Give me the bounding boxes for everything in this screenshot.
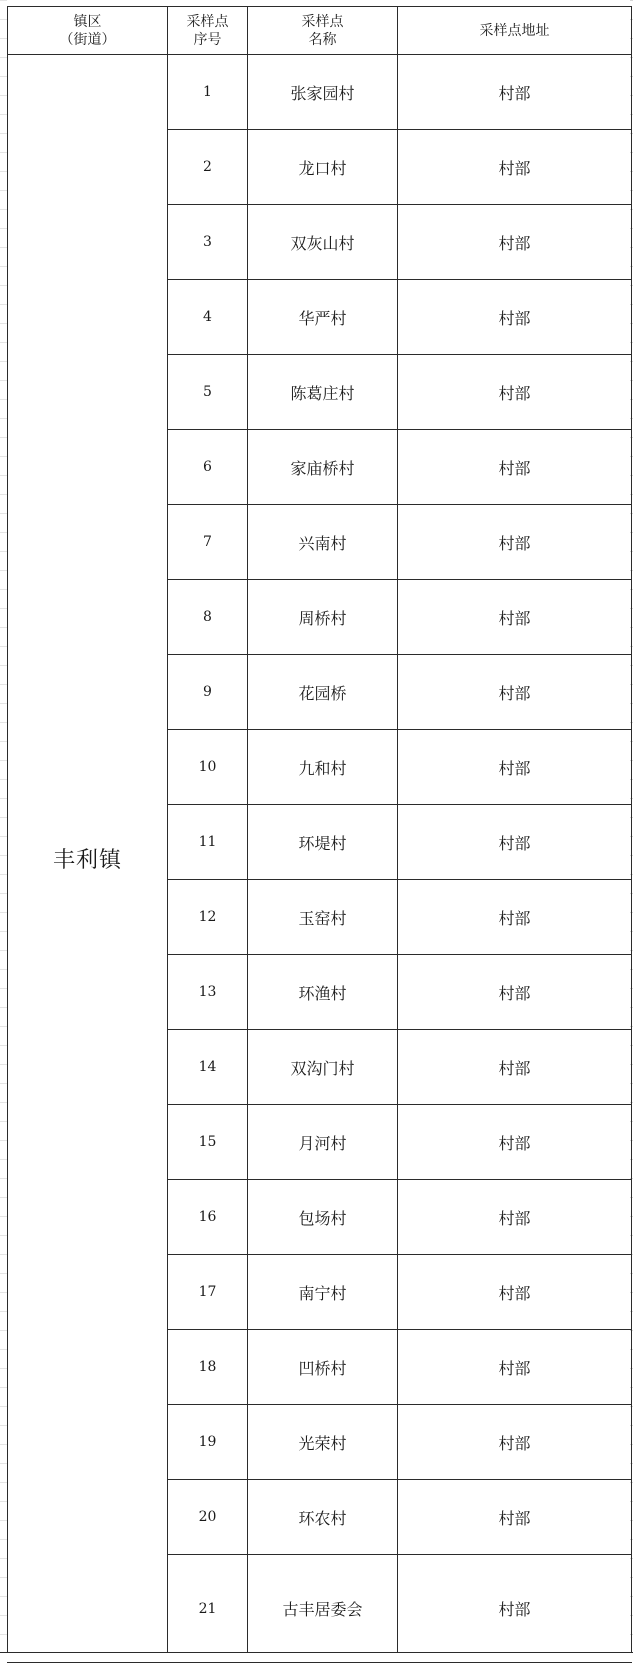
header-name-line2: 名称 <box>308 31 337 48</box>
header-name <box>248 7 398 55</box>
seq-cell: 3 <box>168 205 248 280</box>
site-address-cell: 村部 <box>398 1180 632 1255</box>
site-name-cell: 家庙桥村 <box>248 430 398 505</box>
site-address-cell: 村部 <box>398 430 632 505</box>
site-name-cell: 包场村 <box>248 1180 398 1255</box>
site-name-cell: 陈葛庄村 <box>248 355 398 430</box>
site-address-cell: 村部 <box>398 505 632 580</box>
site-name-cell: 光荣村 <box>248 1405 398 1480</box>
header-town-line1: 镇区 <box>73 13 102 30</box>
site-address-cell: 村部 <box>398 655 632 730</box>
site-name-cell: 环农村 <box>248 1480 398 1555</box>
seq-cell: 11 <box>168 805 248 880</box>
site-name-cell: 九和村 <box>248 730 398 805</box>
site-address-cell: 村部 <box>398 805 632 880</box>
header-address-label: 采样点地址 <box>479 22 550 39</box>
site-address-cell: 村部 <box>398 1105 632 1180</box>
town-cell: 丰利镇 <box>8 55 168 1663</box>
seq-cell: 1 <box>168 55 248 130</box>
site-address-cell: 村部 <box>398 55 632 130</box>
site-address-cell: 村部 <box>398 580 632 655</box>
header-name-line1: 采样点 <box>301 13 344 30</box>
seq-cell: 17 <box>168 1255 248 1330</box>
seq-cell: 4 <box>168 280 248 355</box>
seq-cell: 9 <box>168 655 248 730</box>
site-address-cell: 村部 <box>398 205 632 280</box>
seq-cell: 19 <box>168 1405 248 1480</box>
seq-cell: 20 <box>168 1480 248 1555</box>
site-address-cell: 村部 <box>398 1405 632 1480</box>
seq-cell: 6 <box>168 430 248 505</box>
seq-cell: 21 <box>168 1555 248 1663</box>
site-address-cell: 村部 <box>398 1255 632 1330</box>
table-header-row <box>8 7 632 55</box>
site-address-cell: 村部 <box>398 1030 632 1105</box>
site-name-cell: 玉窑村 <box>248 880 398 955</box>
seq-cell: 7 <box>168 505 248 580</box>
sheet-gridlines-left <box>0 0 7 1661</box>
table-row <box>8 55 632 130</box>
site-address-cell: 村部 <box>398 130 632 205</box>
seq-cell: 10 <box>168 730 248 805</box>
site-name-cell: 周桥村 <box>248 580 398 655</box>
header-address <box>398 7 632 55</box>
seq-cell: 13 <box>168 955 248 1030</box>
header-seq <box>168 7 248 55</box>
sampling-points-table <box>7 6 632 1663</box>
site-name-cell: 南宁村 <box>248 1255 398 1330</box>
seq-cell: 5 <box>168 355 248 430</box>
site-name-cell: 凹桥村 <box>248 1330 398 1405</box>
site-address-cell: 村部 <box>398 880 632 955</box>
site-name-cell: 龙口村 <box>248 130 398 205</box>
seq-cell: 14 <box>168 1030 248 1105</box>
seq-cell: 8 <box>168 580 248 655</box>
site-name-cell: 华严村 <box>248 280 398 355</box>
site-name-cell: 双灰山村 <box>248 205 398 280</box>
seq-cell: 12 <box>168 880 248 955</box>
header-seq-line2: 序号 <box>193 31 222 48</box>
site-name-cell: 环堤村 <box>248 805 398 880</box>
site-name-cell: 张家园村 <box>248 55 398 130</box>
site-address-cell: 村部 <box>398 355 632 430</box>
site-address-cell: 村部 <box>398 1555 632 1663</box>
seq-cell: 15 <box>168 1105 248 1180</box>
site-address-cell: 村部 <box>398 955 632 1030</box>
site-name-cell: 双沟门村 <box>248 1030 398 1105</box>
header-town-line2: （街道） <box>59 31 116 48</box>
seq-cell: 16 <box>168 1180 248 1255</box>
site-name-cell: 花园桥 <box>248 655 398 730</box>
site-name-cell: 古丰居委会 <box>248 1555 398 1663</box>
seq-cell: 2 <box>168 130 248 205</box>
site-name-cell: 环渔村 <box>248 955 398 1030</box>
header-seq-line1: 采样点 <box>186 13 229 30</box>
header-town <box>8 7 168 55</box>
site-name-cell: 兴南村 <box>248 505 398 580</box>
site-address-cell: 村部 <box>398 280 632 355</box>
site-name-cell: 月河村 <box>248 1105 398 1180</box>
site-address-cell: 村部 <box>398 1330 632 1405</box>
site-address-cell: 村部 <box>398 1480 632 1555</box>
seq-cell: 18 <box>168 1330 248 1405</box>
site-address-cell: 村部 <box>398 730 632 805</box>
